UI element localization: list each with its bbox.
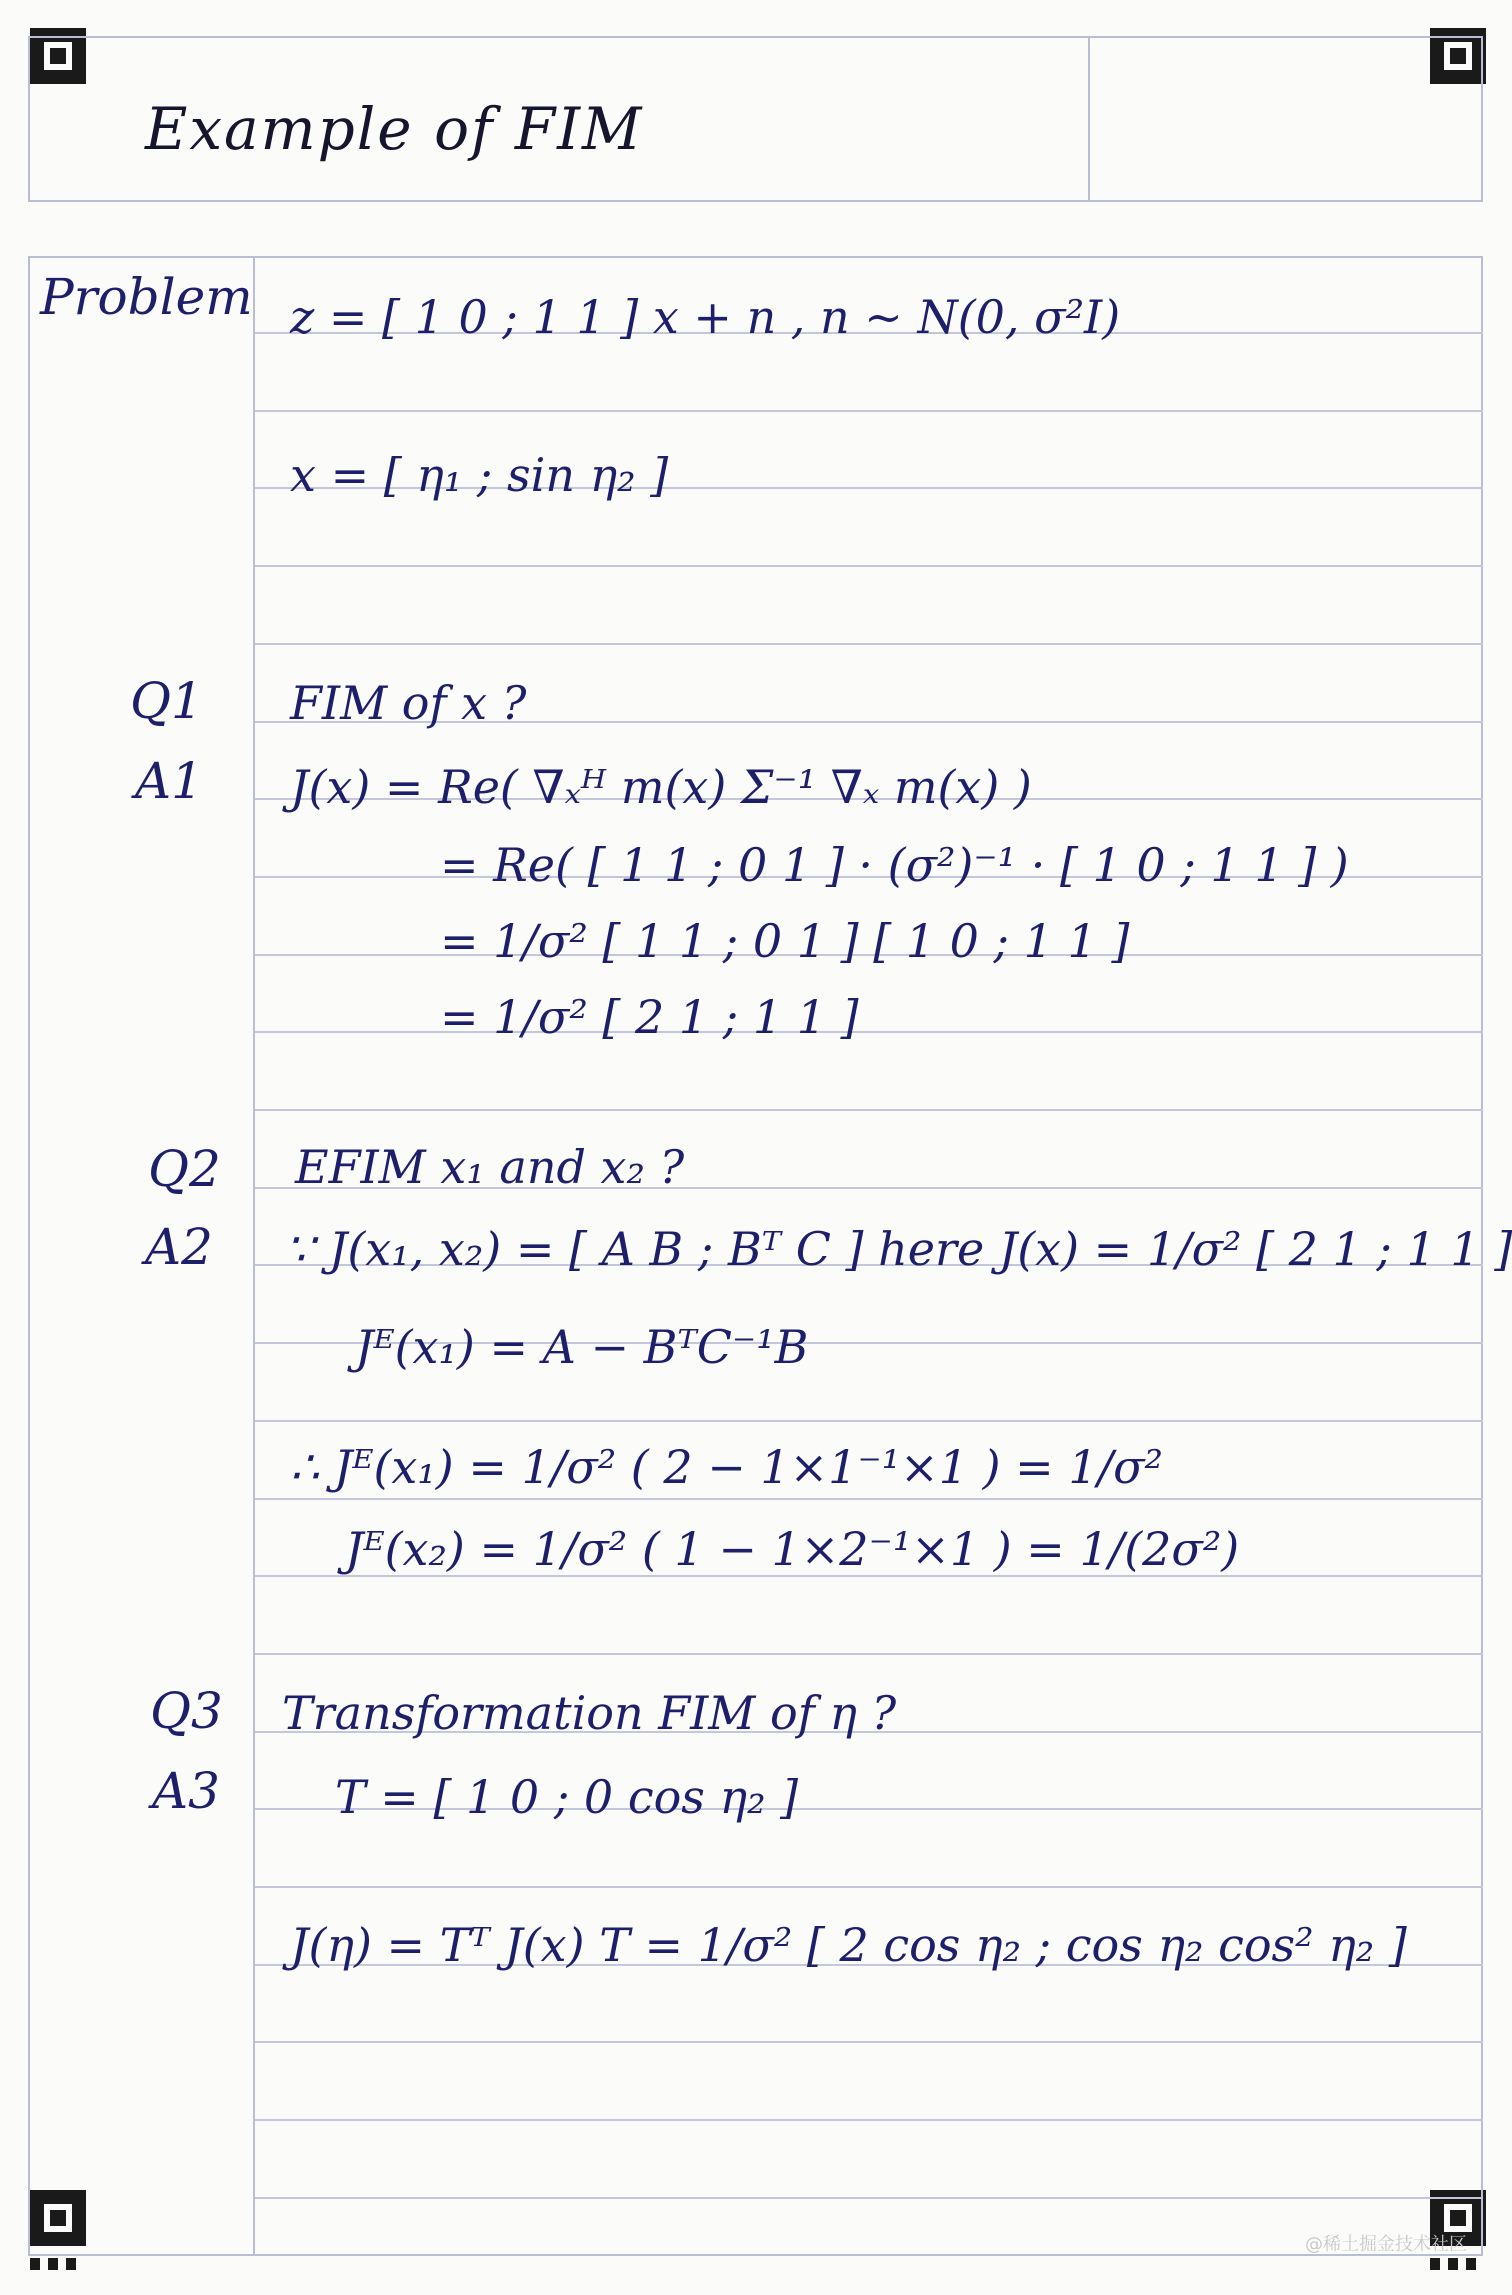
ruled-line (255, 410, 1483, 412)
a1-line-4: = 1/σ² [ 2 1 ; 1 1 ] (440, 990, 859, 1044)
a1-label: A1 (135, 752, 203, 810)
q3-label: Q3 (150, 1682, 223, 1740)
a2-line-3: ∴ Jᴱ(x₁) = 1/σ² ( 2 − 1×1⁻¹×1 ) = 1/σ² (290, 1440, 1163, 1494)
ruled-line (255, 1498, 1483, 1500)
a2-line-1: ∵ J(x₁, x₂) = [ A B ; Bᵀ C ] here J(x) = 1/σ² [ 2 1 ; 1 1 ] (285, 1222, 1512, 1276)
corner-dots-bottom-left (30, 2258, 86, 2270)
watermark: @稀土掘金技术社区 (1305, 2234, 1467, 2255)
ruled-line (255, 643, 1483, 645)
margin-line (253, 256, 255, 2256)
a1-line-3: = 1/σ² [ 1 1 ; 0 1 ] [ 1 0 ; 1 1 ] (440, 914, 1130, 968)
q2-question: EFIM x₁ and x₂ ? (295, 1140, 685, 1194)
a2-line-4: Jᴱ(x₂) = 1/σ² ( 1 − 1×2⁻¹×1 ) = 1/(2σ²) (345, 1522, 1240, 1576)
ruled-line (255, 2197, 1483, 2199)
q2-label: Q2 (148, 1140, 221, 1198)
problem-equation-2: x = [ η₁ ; sin η₂ ] (290, 448, 669, 502)
ruled-line (255, 2119, 1483, 2121)
corner-dots-bottom-right (1430, 2258, 1486, 2270)
problem-label: Problem (40, 268, 253, 326)
page-title: Example of FIM (145, 95, 644, 163)
ruled-line (255, 1109, 1483, 1111)
ruled-line (255, 1420, 1483, 1422)
ruled-line (255, 1886, 1483, 1888)
a1-line-2: = Re( [ 1 1 ; 0 1 ] · (σ²)⁻¹ · [ 1 0 ; 1 1 ] ) (440, 838, 1349, 892)
ruled-line (255, 565, 1483, 567)
a1-line-1: J(x) = Re( ∇ₓᴴ m(x) Σ⁻¹ ∇ₓ m(x) ) (290, 760, 1032, 814)
ruled-line (255, 2041, 1483, 2043)
a2-label: A2 (145, 1218, 213, 1276)
a3-label: A3 (152, 1762, 220, 1820)
a3-line-2: J(η) = Tᵀ J(x) T = 1/σ² [ 2 cos η₂ ; cos η₂ cos² η₂ ] (290, 1918, 1407, 1972)
title-divider (1088, 36, 1090, 202)
problem-equation-1: z = [ 1 0 ; 1 1 ] x + n , n ~ N(0, σ²I) (290, 290, 1121, 344)
q1-question: FIM of x ? (290, 676, 527, 730)
a2-line-2: Jᴱ(x₁) = A − BᵀC⁻¹B (355, 1320, 809, 1374)
a3-line-1: T = [ 1 0 ; 0 cos η₂ ] (335, 1770, 799, 1824)
ruled-line (255, 1653, 1483, 1655)
q1-label: Q1 (130, 672, 203, 730)
q3-question: Transformation FIM of η ? (282, 1686, 897, 1740)
